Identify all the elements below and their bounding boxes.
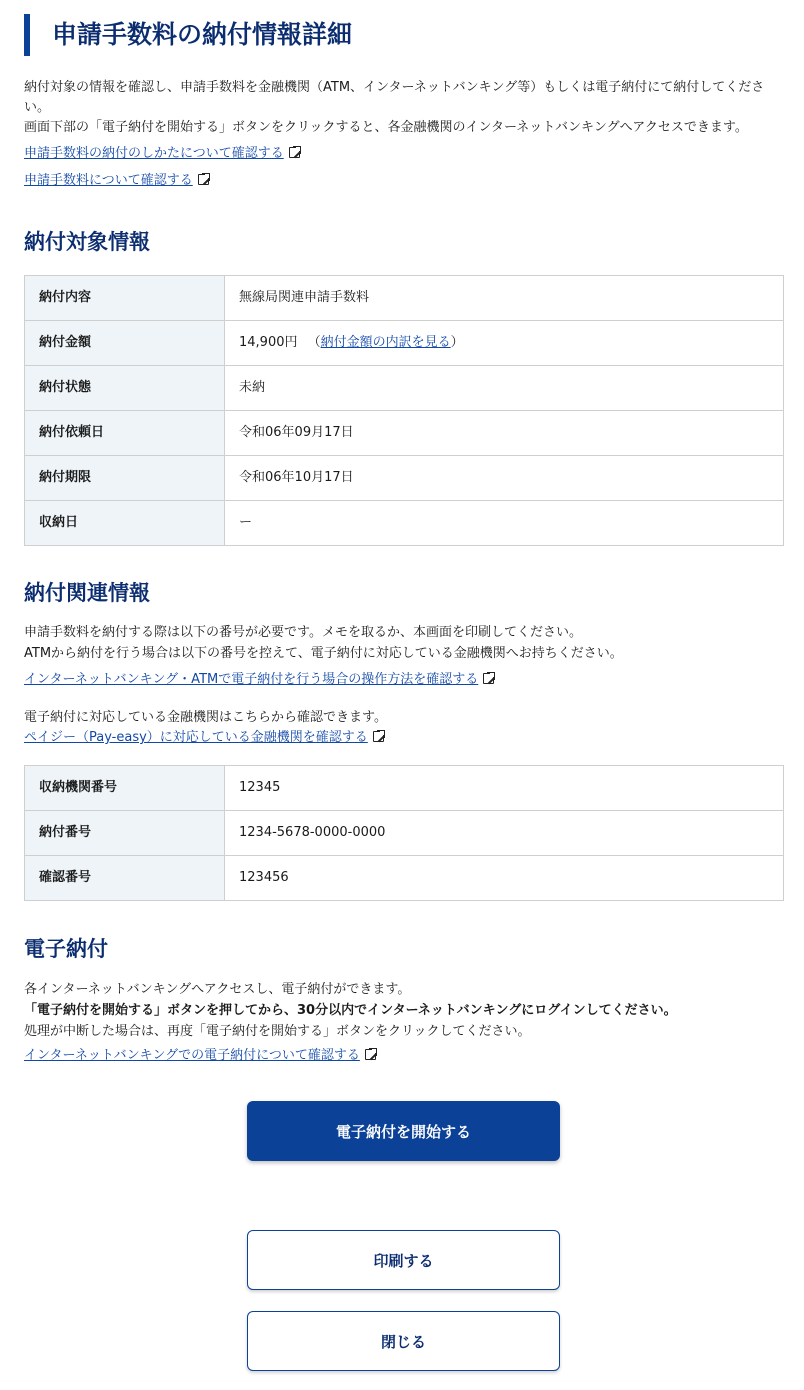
amount-value: 14,900円 <box>239 334 298 350</box>
row-value: ー <box>225 501 784 546</box>
close-button[interactable]: 閉じる <box>247 1311 560 1371</box>
external-link-icon <box>483 673 494 684</box>
table-row <box>25 766 784 811</box>
row-value: 123456 <box>225 856 784 901</box>
row-value: 未納 <box>225 366 784 411</box>
page-title: 申請手数料の納付情報詳細 <box>24 14 352 56</box>
payment-related-text-1: 申請手数料を納付する際は以下の番号が必要です。メモを取るか、本画面を印刷してください。 <box>24 625 582 640</box>
electronic-payment-warning: 「電子納付を開始する」ボタンを押してから、30分以内でインターネットバンキングにログインしてください。 <box>24 1003 677 1018</box>
electronic-payment-text-1: 各インターネットバンキングへアクセスし、電子納付ができます。 <box>24 982 411 997</box>
link-row-about-fee <box>24 170 209 192</box>
about-fee-link[interactable]: 申請手数料について確認する <box>24 173 193 188</box>
row-label: 納付金額 <box>25 321 225 366</box>
section-title-payment-target: 納付対象情報 <box>24 230 150 254</box>
row-label: 確認番号 <box>25 856 225 901</box>
section-title-payment-related: 納付関連情報 <box>24 581 150 605</box>
payment-related-text <box>24 622 784 664</box>
payment-target-table <box>24 275 784 546</box>
table-row <box>25 276 784 321</box>
electronic-payment-text-3: 処理が中断した場合は、再度「電子納付を開始する」ボタンをクリックしてください。 <box>24 1024 531 1039</box>
link-row-operation <box>24 669 494 691</box>
payeasy-link[interactable]: ペイジー（Pay-easy）に対応している金融機関を確認する <box>24 730 368 745</box>
row-label: 収納日 <box>25 501 225 546</box>
link-row-electronic-about <box>24 1045 376 1067</box>
paren-close: ） <box>450 334 464 350</box>
amount-breakdown-link[interactable]: 納付金額の内訳を見る <box>320 334 451 350</box>
external-link-icon <box>289 147 300 158</box>
table-row <box>25 456 784 501</box>
print-button[interactable]: 印刷する <box>247 1230 560 1290</box>
how-to-pay-link[interactable]: 申請手数料の納付のしかたについて確認する <box>24 146 284 161</box>
link-row-payeasy <box>24 727 384 749</box>
intro-line-1: 納付対象の情報を確認し、申請手数料を金融機関（ATM、インターネットバンキング等）もしくは電子納付にて納付してください。 <box>24 80 765 115</box>
external-link-icon <box>373 731 384 742</box>
payeasy-text <box>24 707 784 728</box>
row-label: 納付状態 <box>25 366 225 411</box>
external-link-icon <box>198 174 209 185</box>
external-link-icon <box>365 1049 376 1060</box>
payeasy-description: 電子納付に対応している金融機関はこちらから確認できます。 <box>24 710 387 725</box>
start-electronic-payment-button[interactable]: 電子納付を開始する <box>247 1101 560 1161</box>
row-value: 12345 <box>225 766 784 811</box>
intro-line-2: 画面下部の「電子納付を開始する」ボタンをクリックすると、各金融機関のインターネットバンキングへアクセスできます。 <box>24 120 748 135</box>
table-row <box>25 366 784 411</box>
link-row-how-to-pay <box>24 143 300 165</box>
row-value: 令和06年09月17日 <box>225 411 784 456</box>
payment-related-text-2: ATMから納付を行う場合は以下の番号を控えて、電子納付に対応している金融機関へお持ちください。 <box>24 646 623 661</box>
table-row <box>25 501 784 546</box>
row-label: 納付依頼日 <box>25 411 225 456</box>
paren-open: （ <box>307 334 321 350</box>
intro-text <box>24 78 780 138</box>
table-row <box>25 856 784 901</box>
row-label: 納付期限 <box>25 456 225 501</box>
table-row <box>25 411 784 456</box>
row-label: 納付番号 <box>25 811 225 856</box>
table-row <box>25 811 784 856</box>
row-value: 令和06年10月17日 <box>225 456 784 501</box>
row-value: 1234-5678-0000-0000 <box>225 811 784 856</box>
row-label: 収納機関番号 <box>25 766 225 811</box>
table-row <box>25 321 784 366</box>
section-title-electronic-payment: 電子納付 <box>24 937 108 961</box>
operation-method-link[interactable]: インターネットバンキング・ATMで電子納付を行う場合の操作方法を確認する <box>24 672 479 687</box>
electronic-payment-text <box>24 979 784 1042</box>
payment-numbers-table <box>24 765 784 901</box>
row-value-amount <box>225 321 784 366</box>
electronic-payment-about-link[interactable]: インターネットバンキングでの電子納付について確認する <box>24 1048 360 1063</box>
row-label: 納付内容 <box>25 276 225 321</box>
row-value: 無線局関連申請手数料 <box>225 276 784 321</box>
